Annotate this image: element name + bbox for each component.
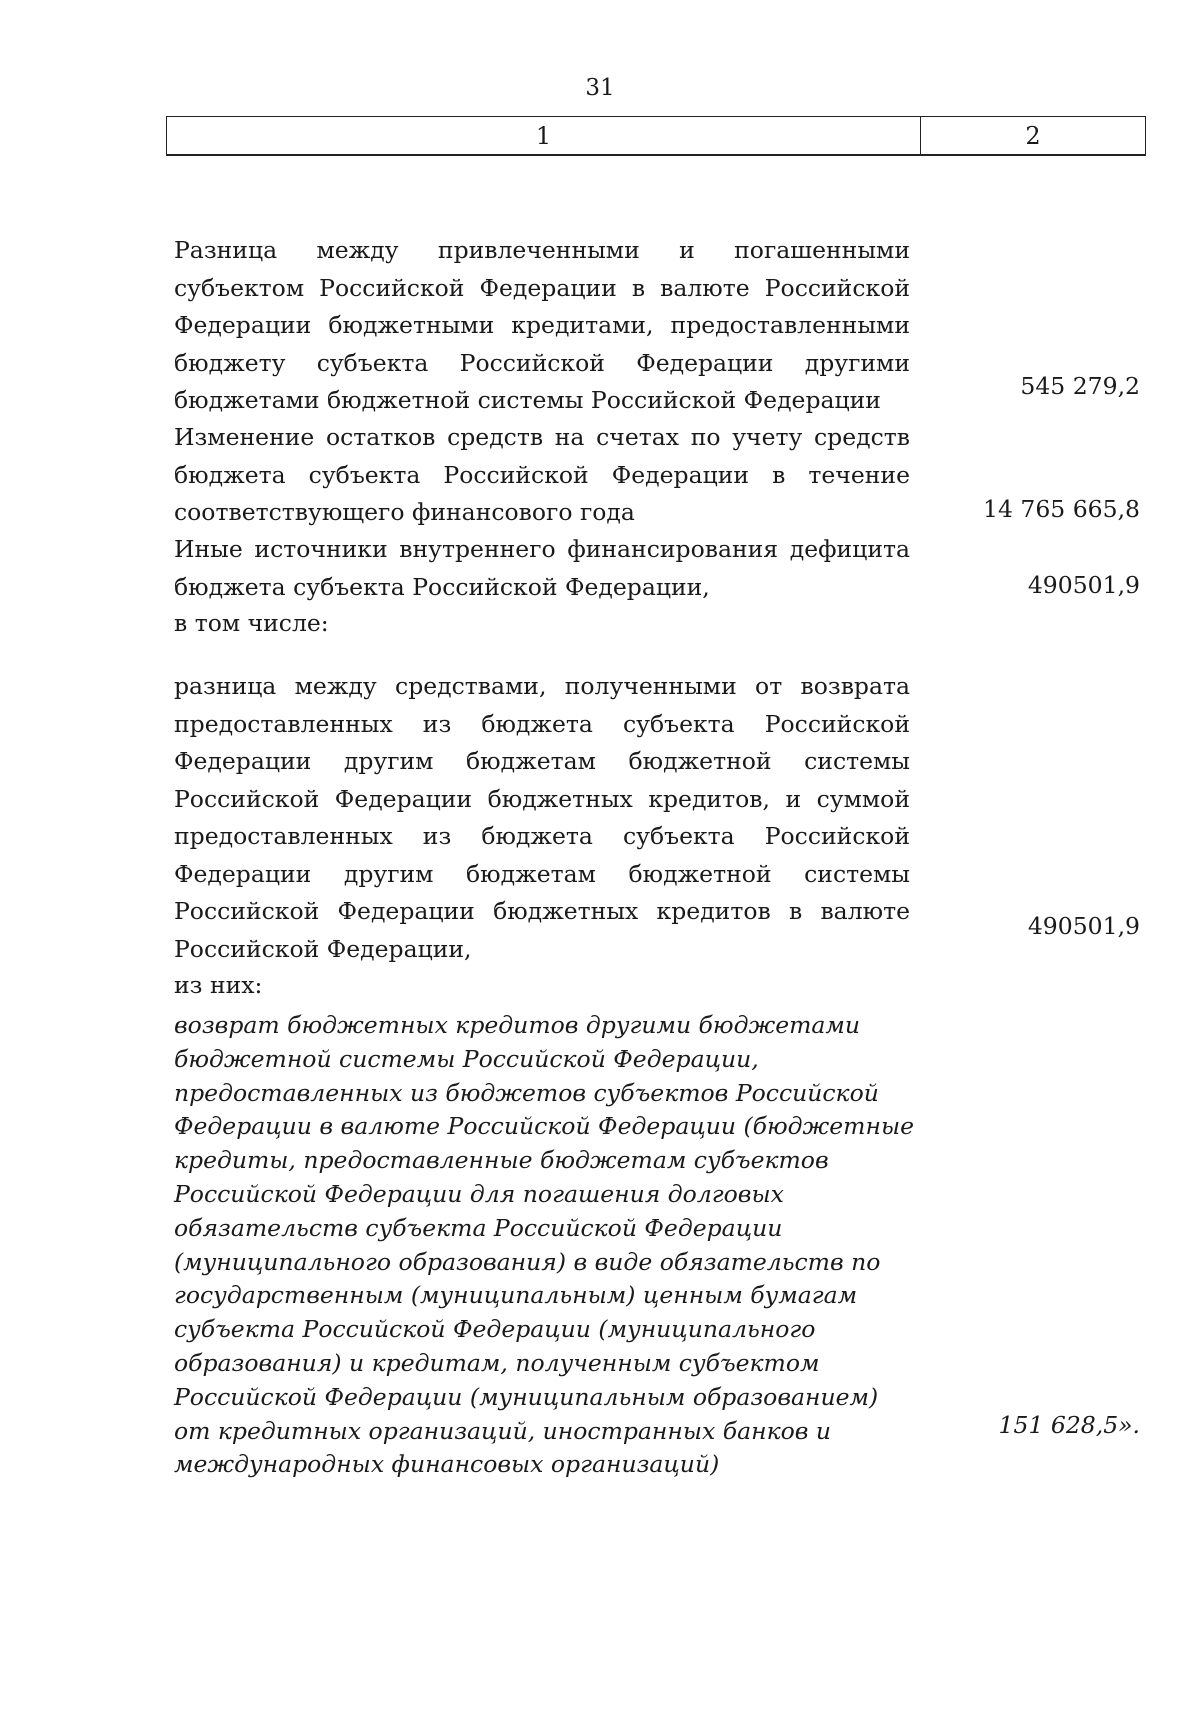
row-value: 490501,9	[1027, 571, 1140, 599]
row-description: Изменение остатков средств на счетах по учету средств бюджета субъекта Российской Федерации в течение соответствующего финансового года	[174, 423, 910, 526]
table-row-budget-credits-difference	[174, 232, 1140, 420]
row-value: 490501,9	[1027, 912, 1140, 940]
table-row-balance-change	[174, 419, 1140, 532]
row-value: 14 765 665,8	[983, 495, 1140, 523]
table-row-credits-return-difference	[174, 668, 1140, 968]
column-header-1: 1	[167, 117, 921, 154]
table-header	[166, 116, 1146, 156]
column-header-2: 2	[1025, 121, 1041, 150]
row-value: 545 279,2	[1020, 372, 1140, 400]
row-description: возврат бюджетных кредитов другими бюджетами бюджетной системы Российской Федерации, предоставленных из бюджетов субъектов Российской Федерации в валюте Российской Федерации (бюджетные кредиты, предоставленные бюджетам субъектов Российской Федерации для погашения долговых обязательств субъекта Российской Федерации (муниципального образования) в виде обязательств по государственным (муниципальным) ценным бумагам субъекта Российской Федерации (муниципального образования) и кредитам, полученным субъектом Российской Федерации (муниципальным образованием) от кредитных организаций, иностранных банков и международных финансовых организаций)	[174, 1011, 914, 1479]
of-them-label: из них:	[174, 971, 263, 999]
row-description: разница между средствами, полученными от возврата предоставленных из бюджета субъекта Российской Федерации другим бюджетам бюджетной системы Российской Федерации бюджетных кредитов, и суммой предоставленных из бюджета субъекта Российской Федерации другим бюджетам бюджетной системы Российской Федерации бюджетных кредитов в валюте Российской Федерации,	[174, 672, 910, 963]
including-label: в том числе:	[174, 609, 329, 637]
row-description: Иные источники внутреннего финансирования дефицита бюджета субъекта Российской Федерации,	[174, 535, 910, 601]
table-row-other-sources	[174, 531, 1140, 606]
row-value: 151 628,5».	[998, 1411, 1140, 1439]
page-number: 31	[585, 75, 615, 101]
table-row-credits-return	[174, 1009, 1140, 1482]
row-description: Разница между привлеченными и погашенными субъектом Российской Федерации в валюте Российской Федерации бюджетными кредитами, предоставленными бюджету субъекта Российской Федерации другими бюджетами бюджетной системы Российской Федерации	[174, 236, 910, 414]
